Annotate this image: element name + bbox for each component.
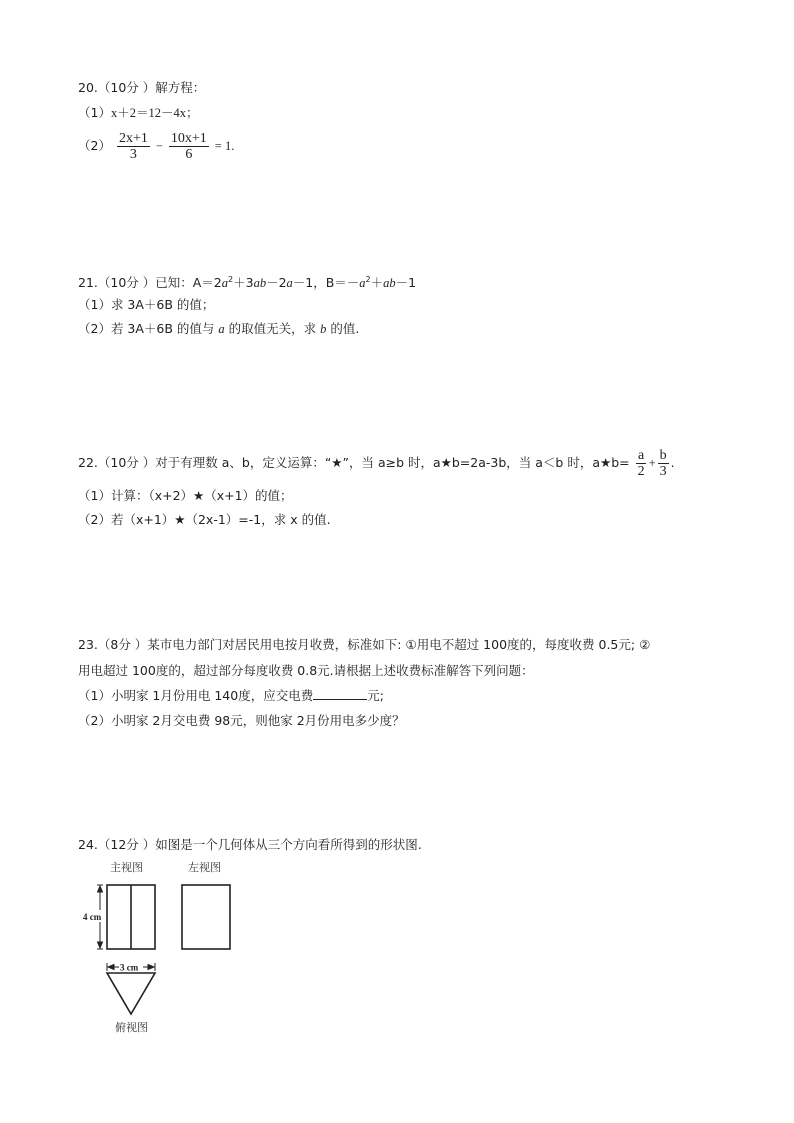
q23-line2: 用电超过 100度的，超过部分每度收费 0.8元.请根据上述收费标准解答下列问题： [78, 663, 534, 678]
q22-part1: （1）计算：（x+2）★（x+1）的值； [78, 488, 293, 503]
q22-part2: （2）若（x+1）★（2x-1）=-1，求 x 的值. [78, 512, 331, 527]
q22-fraction-a: $\frac{a}{2}$ [637, 448, 645, 479]
q22-fraction-b: $\frac{b}{3}$ [659, 448, 667, 479]
q20-part2 [78, 128, 234, 164]
width-label: 3 cm [120, 962, 139, 973]
left-view [182, 885, 230, 949]
q20-part2-label: （2） [78, 138, 111, 153]
q20-minus: − [155, 139, 163, 153]
q23-part1: （1）小明家 1月份用电 140度，应交电费 元; [78, 688, 384, 703]
front-view-label: 主视图 [110, 862, 143, 874]
q23-line1: 23.（8分 ）某市电力部门对居民用电按月收费，标准如下: ①用电不超过 100度的，每度收费 0.5元; ② [78, 637, 651, 652]
q20-part1-equation: x＋2＝12－4x； [110, 106, 199, 120]
answer-blank[interactable] [313, 687, 367, 700]
top-view-label: 俯视图 [115, 1022, 148, 1034]
left-view-label: 左视图 [188, 862, 221, 874]
q20-part2-tail: = 1. [214, 139, 235, 153]
q22-header: 22.（10分 ）对于有理数 a、b，定义运算：“★”，当 a≥b 时，a★b=2a-3b，当 a＜b 时，a★b= $\frac{a}{2}$ + $\frac{b}{3}$ . [78, 448, 675, 479]
q21-header: 21.（10分 ）已知：$A=2a^2+3ab-2a-1$，$B=-a^2+ab-1$ [78, 275, 417, 291]
front-view [107, 885, 155, 949]
three-view-figure [78, 856, 258, 1036]
q23-part2: （2）小明家 2月交电费 98元，则他家 2月份用电多少度？ [78, 713, 405, 728]
q21-part2: （2）若 3A＋6B 的值与 a 的取值无关，求 b 的值. [78, 321, 360, 336]
q24-header: 24.（12分 ）如图是一个几何体从三个方向看所得到的形状图. [78, 837, 422, 852]
q20-header: 20.（10分 ）解方程： [78, 80, 206, 95]
top-view [107, 973, 155, 1014]
q20-part1-label: （1） [78, 105, 111, 120]
q20-fraction-1: $\frac{2x+1}{3}$ [118, 131, 148, 162]
q20-fraction-2: $\frac{10x+1}{6}$ [170, 131, 207, 162]
q20-part1 [78, 104, 198, 122]
height-label: 4 cm [83, 912, 102, 922]
q21-part1: （1）求 3A＋6B 的值； [78, 297, 215, 312]
